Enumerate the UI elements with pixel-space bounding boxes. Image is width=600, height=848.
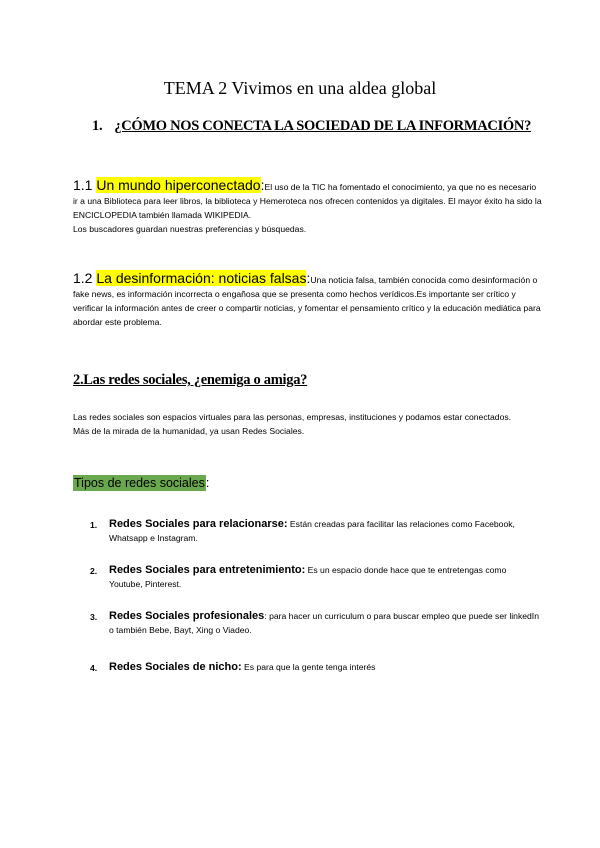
subsection-1-2-number: 1.2 xyxy=(73,270,97,286)
tipos-heading xyxy=(73,476,209,490)
section-2-number: 2. xyxy=(73,372,84,388)
subsection-1-2-text: Una noticia falsa, también conocida como desinformación o fake news, es información incorrecta o engañosa que se presenta como hechos verídicos.Es importante ser crítico y verificar la información antes de creer o compartir noticias, y fomentar el pensamiento crítico y la educación mediática para abordar este problema. xyxy=(73,275,541,327)
subsection-1-1-title: Un mundo hiperconectado xyxy=(96,177,261,193)
list-item-name: Redes Sociales para entretenimiento: xyxy=(109,564,306,576)
subsection-1-2-title: La desinformación: noticias falsas xyxy=(96,270,307,286)
list-item xyxy=(90,563,540,591)
list-item-number: 3. xyxy=(90,612,98,622)
list-item-desc: Están creadas para facilitar las relaciones como Facebook, Whatsapp e Instagram. xyxy=(109,519,515,543)
subsection-1-1 xyxy=(73,178,543,236)
subsection-1-1-colon: : xyxy=(260,177,265,193)
page-title: TEMA 2 Vivimos en una aldea global xyxy=(163,78,437,98)
list-item-name: Redes Sociales profesionales xyxy=(109,610,265,622)
section-2-text: Las redes sociales son espacios virtuales para las personas, empresas, instituciones y podamos estar conectados. Más de la mirada de la humanidad, ya usan Redes Sociales. xyxy=(73,412,512,436)
section-1-heading xyxy=(92,118,531,135)
subsection-1-2-colon: : xyxy=(306,270,311,286)
list-item-desc: Es un espacio donde hace que te entretengas como Youtube, Pinterest. xyxy=(109,565,507,589)
section-2-heading xyxy=(73,372,307,389)
section-2-title: Las redes sociales, ¿enemiga o amiga? xyxy=(83,372,308,388)
section-1-title: ¿CÓMO NOS CONECTA LA SOCIEDAD DE LA INFORMACIÓN? xyxy=(114,118,532,134)
list-item-number: 1. xyxy=(90,520,98,530)
list-item-name: Redes Sociales para relacionarse: xyxy=(109,518,288,530)
subsection-1-2 xyxy=(73,271,543,329)
subsection-1-1-text-2: Los buscadores guardan nuestras preferencias y búsquedas. xyxy=(73,224,307,234)
list-item-desc: : para hacer un curriculum o para buscar empleo que puede ser linkedIn o también Bebe, Bayt, Xing o Viadeo. xyxy=(109,611,539,635)
subsection-1-1-number: 1.1 xyxy=(73,177,97,193)
list-item-desc: Es para que la gente tenga interés xyxy=(241,662,376,672)
list-item-name: Redes Sociales de nicho: xyxy=(109,661,242,673)
list-item xyxy=(90,660,540,674)
list-item-number: 2. xyxy=(90,566,98,576)
tipos-label: Tipos de redes sociales xyxy=(74,476,205,490)
subsection-1-1-text: El uso de la TIC ha fomentado el conocimiento, ya que no es necesario ir a una Biblioteca para leer libros, la biblioteca y Hemeroteca nos ofrecen contenidos ya digitales. El mayor éxito ha sido la ENCICLOPEDIA también llamada WIKIPEDIA. xyxy=(73,182,542,220)
tipos-colon: : xyxy=(205,476,210,490)
list-item-number: 4. xyxy=(90,663,98,673)
list-item xyxy=(90,517,540,545)
section-1-number: 1. xyxy=(92,118,103,134)
list-item xyxy=(90,609,540,637)
